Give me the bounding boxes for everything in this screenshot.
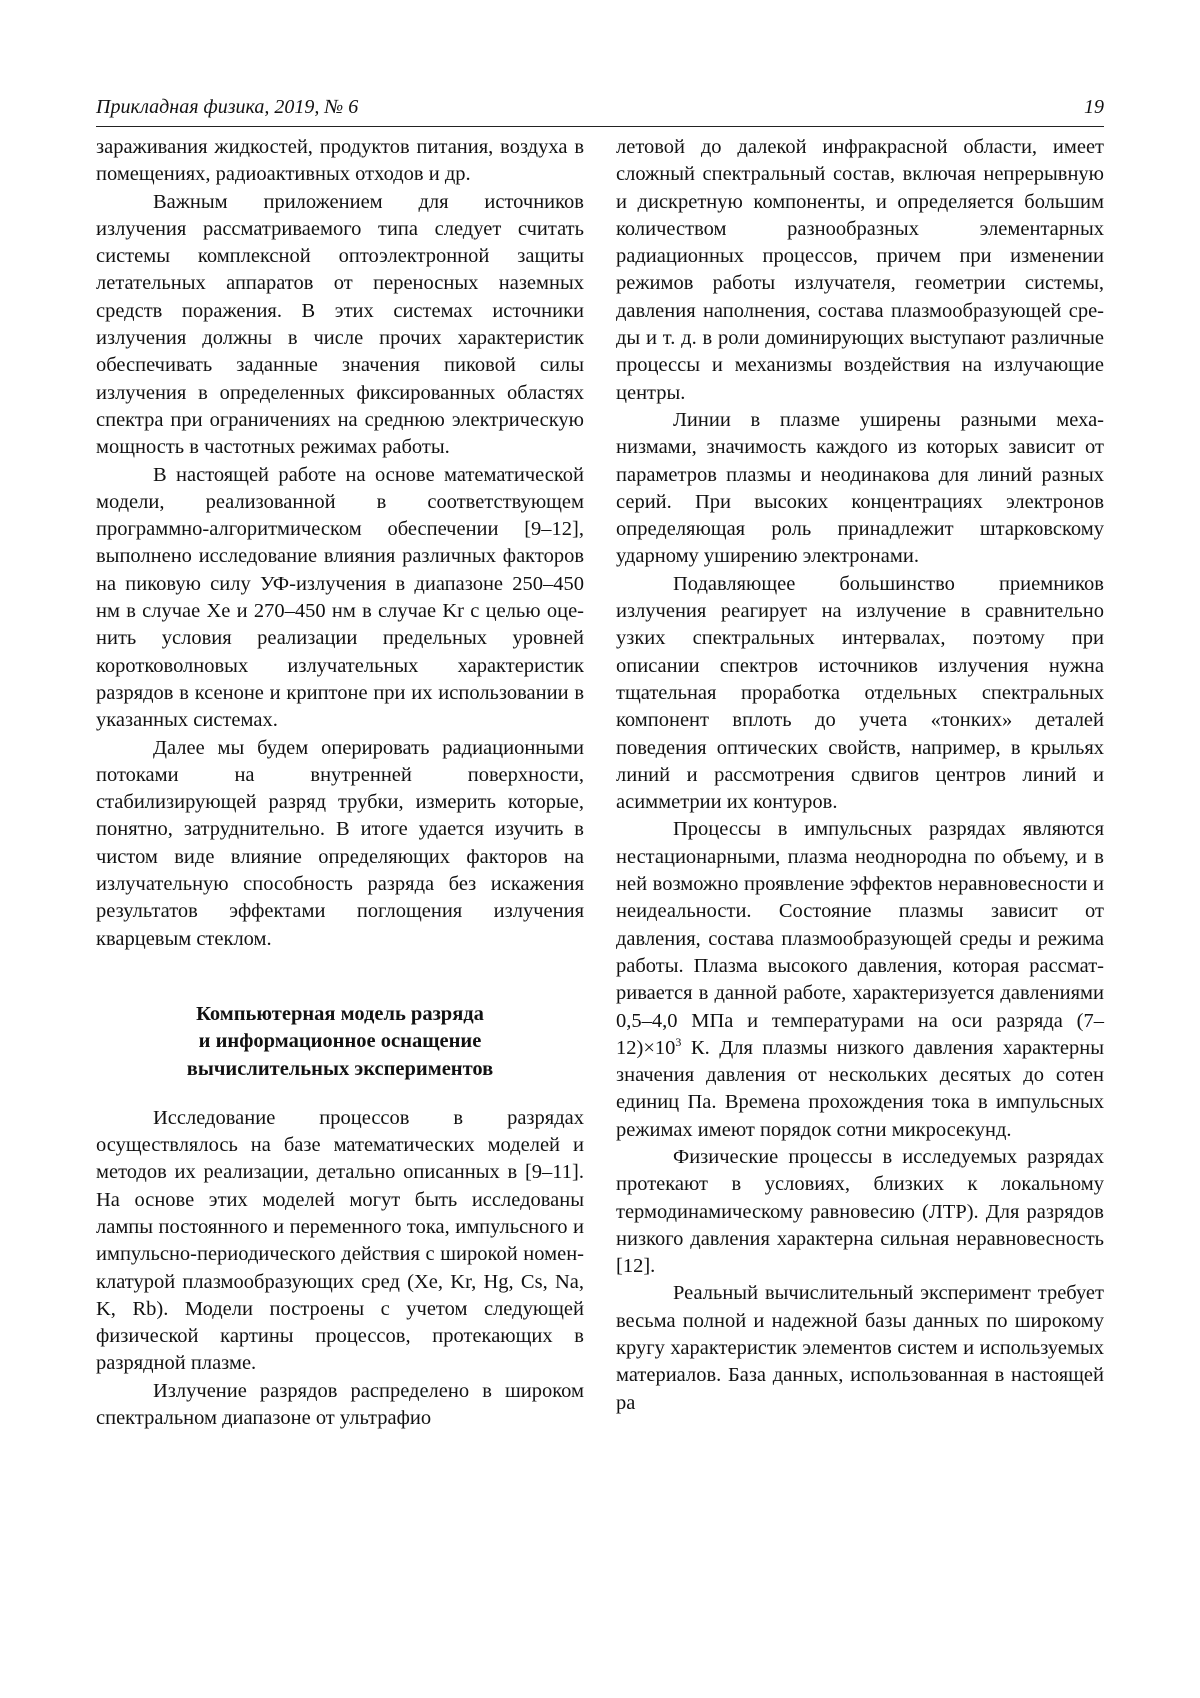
paragraph-physical-processes: Физические процессы в исследуемых разрядах протекают в условиях, близких к локальному термодинамическому равновесию (ЛТР). Для разрядов низкого давления характерна сильная неравновесность [12]. <box>616 1145 1104 1278</box>
left-column <box>96 134 584 1432</box>
header-rule <box>96 126 1104 127</box>
section-heading-line-1: Компьютерная модель разряда <box>196 1002 484 1025</box>
paragraph-pulsed-discharges <box>616 816 1104 1144</box>
paragraph-receivers: Подавляющее большинство приемников излучения реагирует на излучение в сравнительно узких спектральных интервалах, поэтому при описании спектров источников излучения нужна тщательная проработка отдельных спектральных компонент вплоть до учета «тонких» деталей поведения оптических свойств, например, в крыльях линий и рассмотрения сдвигов центров линий и асимметрии их контуров. <box>616 572 1104 814</box>
journal-citation: Прикладная физика, 2019, № 6 <box>96 96 359 118</box>
paragraph-computational-experiment: Реальный вычислительный эксперимент требует весьма полной и надежной базы данных по широкому кругу характеристик элементов систем и используемых материалов. База данных, использованная в настоящей ра <box>616 1282 1104 1414</box>
paragraph-applications: Важным приложением для источников излучения рассматриваемого типа следует считать системы комплексной оптоэлектронной защиты летательных аппаратов от переносных наземных средств поражения. В этих системах источники излучения должны в числе прочих характеристик обеспечивать заданные значения пиковой силы излучения в определенных фиксированных областях спектра при ограничениях на среднюю электрическую мощность в частотных режимах работы. <box>96 190 584 459</box>
section-heading <box>96 1001 584 1083</box>
section-heading-line-2: и информационное оснащение <box>198 1030 482 1053</box>
paragraph-emission: Излучение разрядов распределено в широком спектральном диапазоне от ультрафио <box>96 1379 584 1430</box>
running-header <box>96 92 1104 122</box>
page-number: 19 <box>1084 96 1104 118</box>
exponent: 3 <box>675 1034 682 1049</box>
paragraph-models: Исследование процессов в разрядах осуществлялось на базе математических моделей и методов их реализации, детально описанных в [9–11]. На основе этих моделей могут быть исследованы лампы постоянного и переменного тока, импульсного и импульсно-периодического действия с широкой номенклатурой плазмообразующих сред (Xe, Kr, Hg, Cs, Na, K, Rb). Модели построены с учетом следующей физической картины процессов, протекающих в разрядной плазме. <box>96 1106 584 1375</box>
paragraph-continued: зараживания жидкостей, продуктов питания, воздуха в помещениях, радиоактивных отходов и др. <box>96 136 584 186</box>
section-heading-line-3: вычислительных экспериментов <box>186 1057 494 1080</box>
pulsed-text-part-2: К. Для плазмы низкого давления характерны значения давления от нескольких десятых до сотен единиц Па. Времена прохождения тока в импульсных режимах имеют порядок сотни микросекунд. <box>616 1036 1104 1141</box>
paragraph-present-work: В настоящей работе на основе математической модели, реализованной в соответствующем программно-алгоритмическом обеспечении [9–12], выполнено исследование влияния различных факторов на пиковую силу УФ-излучения в диапазоне 250–450 нм в случае Xe и 270–450 нм в случае Kr с целью оценить условия реализации предельных уровней коротковолновых излучательных характеристик разрядов в ксеноне и криптоне при их использовании в указанных системах. <box>96 463 584 732</box>
paragraph-line-broadening: Линии в плазме уширены разными механизмами, значимость каждого из которых зависит от параметров плазмы и неодинакова для линий разных серий. При высоких концентрациях электронов определяющая роль принадлежит штарковскому ударному уширению электронами. <box>616 408 1104 568</box>
pulsed-text-part-1: Процессы в импульсных разрядах являются нестационарными, плазма неоднородна по объему, и в ней возможно проявление эффектов неравновесности и неидеальности. Состояние плазмы зависит от давления, состава плазмообразующей среды и режима работы. Плазма высокого давления, которая рассматривается в данной работе, характеризуется давлениями 0,5–4,0 МПа и температурами на оси разряда (7–12)×10 <box>616 818 1104 1059</box>
paragraph-radiation-fluxes: Далее мы будем оперировать радиационными потоками на внутренней поверхности, стабилизирующей разряд трубки, измерить которые, понятно, затруднительно. В итоге удается изучить в чистом виде влияние определяющих факторов на излучательную способность разряда без искажения результатов эффектами поглощения излучения кварцевым стеклом. <box>96 736 584 950</box>
paragraph-spectrum: летовой до далекой инфракрасной области, имеет сложный спектральный состав, включая непрерывную и дискретную компоненты, и определяется большим количеством разнообразных элементарных радиационных процессов, причем при изменении режимов работы излучателя, геометрии системы, давления наполнения, состава плазмообразующей среды и т. д. в роли доминирующих выступают различные процессы и механизмы воздействия на излучающие центры. <box>616 136 1104 404</box>
right-column <box>616 134 1104 1417</box>
